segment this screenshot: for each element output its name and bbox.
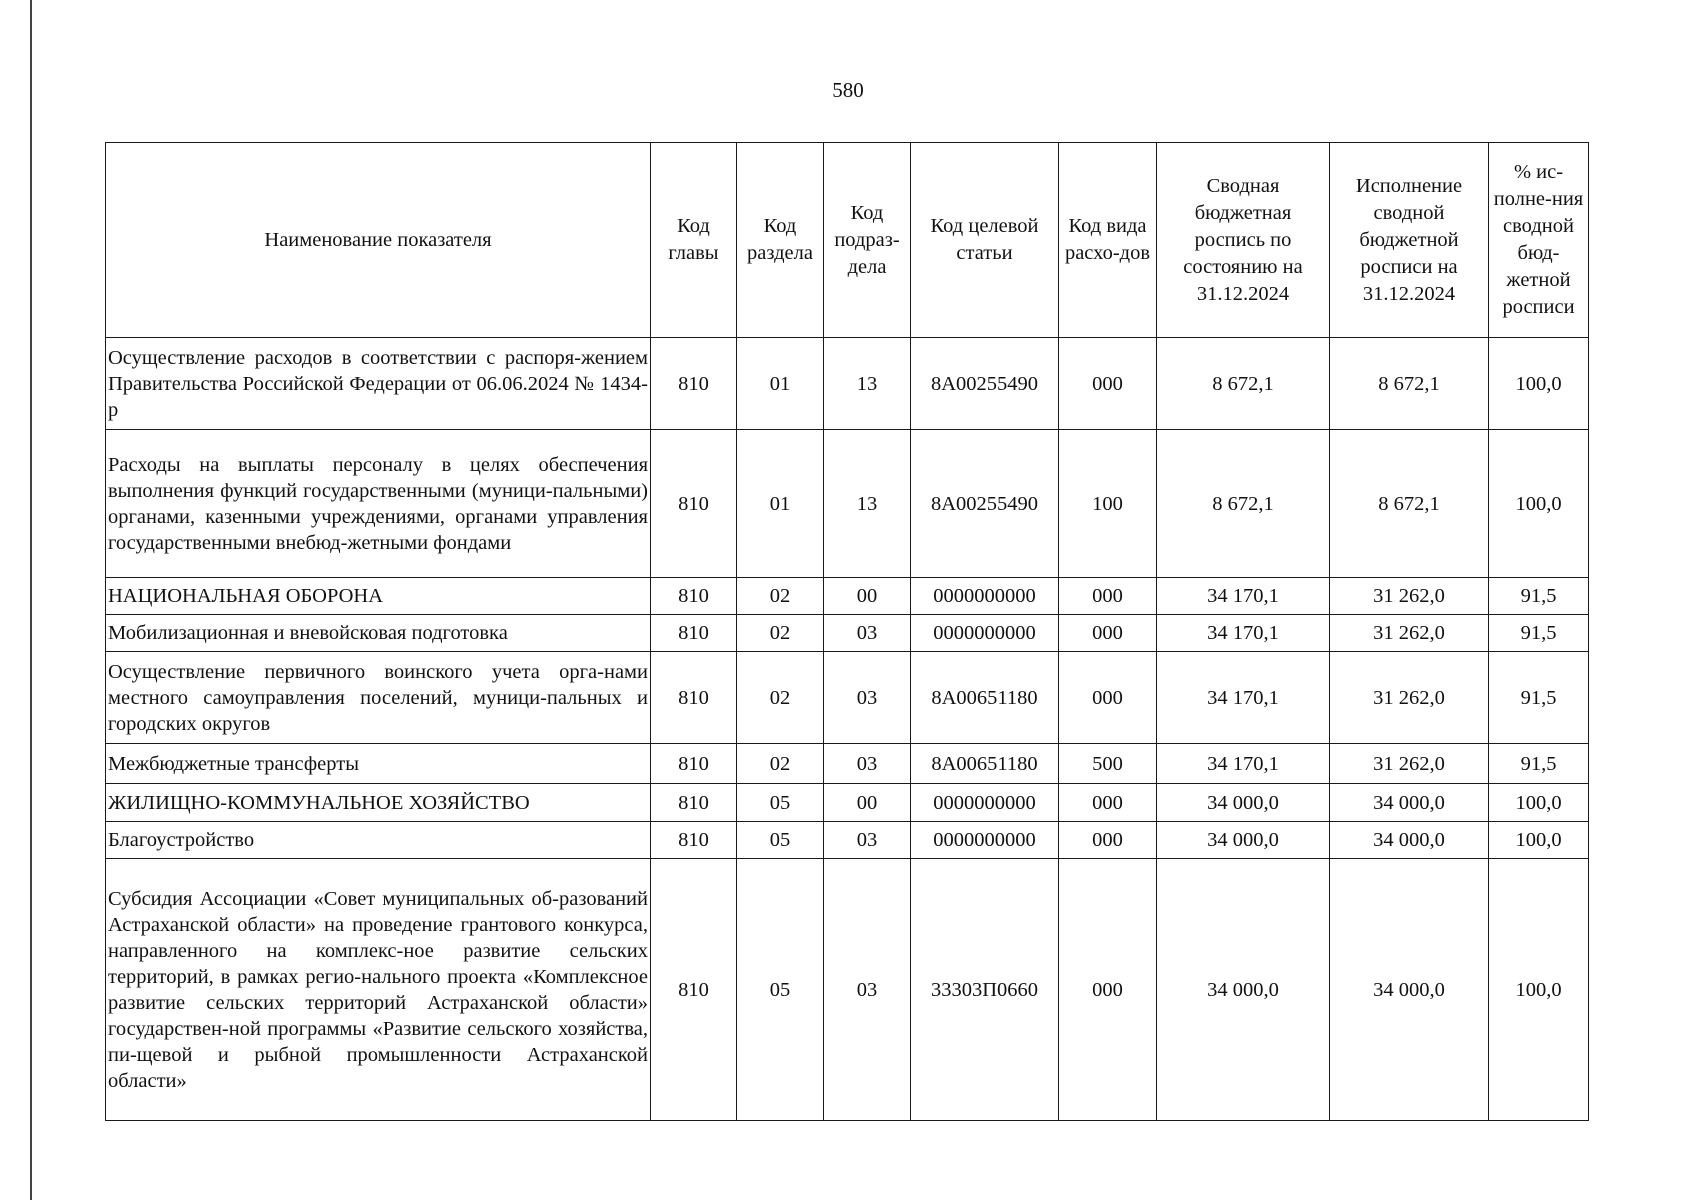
budget-plan-value: 8 672,1 <box>1157 338 1330 430</box>
execution-value: 31 262,0 <box>1330 578 1489 615</box>
expense-type-code: 000 <box>1059 652 1157 744</box>
chapter-code: 810 <box>651 338 737 430</box>
execution-value: 31 262,0 <box>1330 652 1489 744</box>
section-code: 01 <box>737 430 824 578</box>
execution-percent: 91,5 <box>1489 744 1589 784</box>
execution-percent: 91,5 <box>1489 578 1589 615</box>
subsection-code: 00 <box>824 578 911 615</box>
target-code: 8А00255490 <box>911 338 1059 430</box>
execution-percent: 100,0 <box>1489 338 1589 430</box>
budget-plan-value: 34 170,1 <box>1157 744 1330 784</box>
subsection-code: 03 <box>824 615 911 652</box>
execution-percent: 91,5 <box>1489 652 1589 744</box>
table-row <box>106 744 1589 784</box>
col-header-target-code: Код целевой статьи <box>911 143 1059 338</box>
execution-percent: 100,0 <box>1489 430 1589 578</box>
row-name: НАЦИОНАЛЬНАЯ ОБОРОНА <box>106 578 651 615</box>
table-row <box>106 784 1589 822</box>
budget-execution-table <box>105 142 1589 1121</box>
row-name: Осуществление расходов в соответствии с распоря-жением Правительства Российской Федерации от 06.06.2024 № 1434-р <box>106 338 651 430</box>
expense-type-code: 100 <box>1059 430 1157 578</box>
row-name: Расходы на выплаты персоналу в целях обеспечения выполнения функций государственными (муници-пальными) органами, казенными учреждениями, органами управления государственными внебюд-жетными фондами <box>106 430 651 578</box>
subsection-code: 00 <box>824 784 911 822</box>
target-code: 8А00651180 <box>911 652 1059 744</box>
chapter-code: 810 <box>651 430 737 578</box>
target-code: 0000000000 <box>911 615 1059 652</box>
table-row <box>106 578 1589 615</box>
expense-type-code: 000 <box>1059 615 1157 652</box>
budget-plan-value: 34 000,0 <box>1157 784 1330 822</box>
page-number: 580 <box>832 78 864 102</box>
budget-plan-value: 34 000,0 <box>1157 859 1330 1121</box>
subsection-code: 03 <box>824 859 911 1121</box>
row-name: Осуществление первичного воинского учета орга-нами местного самоуправления поселений, муници-пальных и городских округов <box>106 652 651 744</box>
target-code: 0000000000 <box>911 822 1059 859</box>
row-name: Межбюджетные трансферты <box>106 744 651 784</box>
expense-type-code: 500 <box>1059 744 1157 784</box>
expense-type-code: 000 <box>1059 859 1157 1121</box>
execution-percent: 100,0 <box>1489 822 1589 859</box>
target-code: 0000000000 <box>911 784 1059 822</box>
execution-percent: 100,0 <box>1489 859 1589 1121</box>
subsection-code: 13 <box>824 430 911 578</box>
section-code: 05 <box>737 784 824 822</box>
section-code: 02 <box>737 578 824 615</box>
col-header-execution: Исполнение сводной бюджетной росписи на 31.12.2024 <box>1330 143 1489 338</box>
execution-value: 31 262,0 <box>1330 744 1489 784</box>
execution-value: 34 000,0 <box>1330 859 1489 1121</box>
target-code: 0000000000 <box>911 578 1059 615</box>
table-row <box>106 338 1589 430</box>
chapter-code: 810 <box>651 784 737 822</box>
execution-value: 31 262,0 <box>1330 615 1489 652</box>
execution-value: 8 672,1 <box>1330 338 1489 430</box>
row-name: Мобилизационная и вневойсковая подготовка <box>106 615 651 652</box>
section-code: 01 <box>737 338 824 430</box>
target-code: 8А00255490 <box>911 430 1059 578</box>
chapter-code: 810 <box>651 615 737 652</box>
chapter-code: 810 <box>651 822 737 859</box>
col-header-execution-percent: % ис-полне-ния сводной бюд-жетной росписи <box>1489 143 1589 338</box>
table-row <box>106 652 1589 744</box>
col-header-expense-type-code: Код вида расхо-дов <box>1059 143 1157 338</box>
execution-percent: 100,0 <box>1489 784 1589 822</box>
subsection-code: 03 <box>824 822 911 859</box>
target-code: 33303П0660 <box>911 859 1059 1121</box>
budget-plan-value: 34 000,0 <box>1157 822 1330 859</box>
table-row <box>106 615 1589 652</box>
chapter-code: 810 <box>651 652 737 744</box>
subsection-code: 03 <box>824 744 911 784</box>
execution-percent: 91,5 <box>1489 615 1589 652</box>
left-margin-line <box>30 0 32 1200</box>
subsection-code: 13 <box>824 338 911 430</box>
col-header-budget-plan: Сводная бюджетная роспись по состоянию на 31.12.2024 <box>1157 143 1330 338</box>
col-header-subsection-code: Код подраз-дела <box>824 143 911 338</box>
row-name: Субсидия Ассоциации «Совет муниципальных об-разований Астраханской области» на проведение грантового конкурса, направленного на комплекс-ное развитие сельских территорий, в рамках регио-нального проекта «Комплексное развитие сельских территорий Астраханской области» государствен-ной программы «Развитие сельского хозяйства, пи-щевой и рыбной промышленности Астраханской области» <box>106 859 651 1121</box>
col-header-name: Наименование показателя <box>106 143 651 338</box>
budget-plan-value: 34 170,1 <box>1157 652 1330 744</box>
table-row <box>106 430 1589 578</box>
table-row <box>106 822 1589 859</box>
target-code: 8А00651180 <box>911 744 1059 784</box>
chapter-code: 810 <box>651 744 737 784</box>
expense-type-code: 000 <box>1059 784 1157 822</box>
col-header-section-code: Код раздела <box>737 143 824 338</box>
expense-type-code: 000 <box>1059 578 1157 615</box>
row-name: ЖИЛИЩНО-КОММУНАЛЬНОЕ ХОЗЯЙСТВО <box>106 784 651 822</box>
subsection-code: 03 <box>824 652 911 744</box>
execution-value: 8 672,1 <box>1330 430 1489 578</box>
section-code: 05 <box>737 822 824 859</box>
budget-plan-value: 34 170,1 <box>1157 578 1330 615</box>
section-code: 02 <box>737 652 824 744</box>
execution-value: 34 000,0 <box>1330 784 1489 822</box>
budget-plan-value: 34 170,1 <box>1157 615 1330 652</box>
expense-type-code: 000 <box>1059 822 1157 859</box>
table-row <box>106 859 1589 1121</box>
section-code: 05 <box>737 859 824 1121</box>
chapter-code: 810 <box>651 578 737 615</box>
col-header-chapter-code: Код главы <box>651 143 737 338</box>
expense-type-code: 000 <box>1059 338 1157 430</box>
section-code: 02 <box>737 744 824 784</box>
budget-plan-value: 8 672,1 <box>1157 430 1330 578</box>
execution-value: 34 000,0 <box>1330 822 1489 859</box>
chapter-code: 810 <box>651 859 737 1121</box>
row-name: Благоустройство <box>106 822 651 859</box>
table-header-row <box>106 143 1589 338</box>
section-code: 02 <box>737 615 824 652</box>
